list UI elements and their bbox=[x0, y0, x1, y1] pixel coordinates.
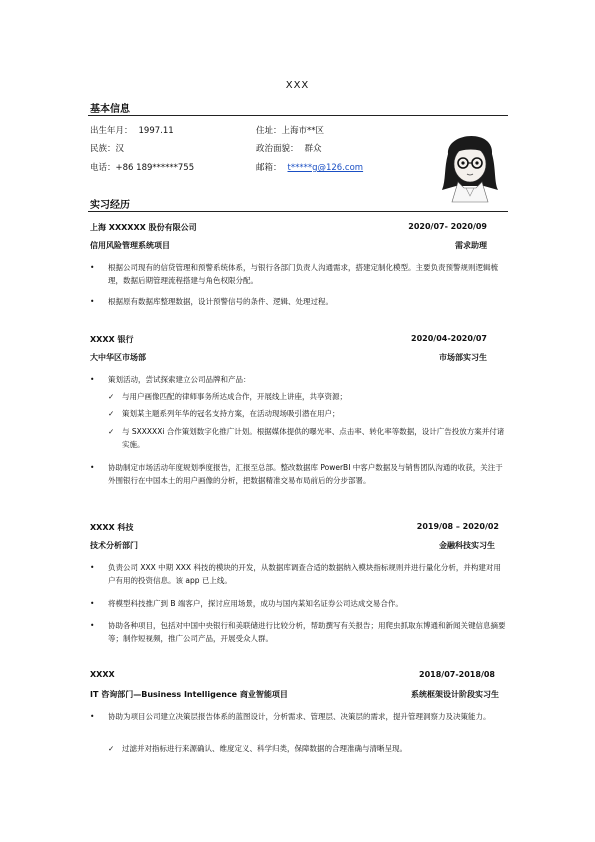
info-address-label: 住址： bbox=[256, 126, 282, 136]
bullet-dot-icon: • bbox=[90, 599, 95, 608]
job-3-project: 技术分析部门 bbox=[90, 541, 138, 550]
job-4-date: 2018/07-2018/08 bbox=[419, 670, 495, 679]
bullet-dot-icon: • bbox=[90, 375, 95, 384]
info-email-label: 邮箱： bbox=[256, 163, 282, 173]
job-2-project: 大中华区市场部 bbox=[90, 353, 146, 362]
job-2-date: 2020/04-2020/07 bbox=[411, 334, 487, 343]
info-political bbox=[256, 142, 322, 154]
job-2-intro: • 策划活动，尝试探索建立公司品牌和产品： bbox=[90, 374, 508, 387]
info-address bbox=[256, 124, 324, 136]
job-4-role: 系统框架设计阶段实习生 bbox=[411, 690, 499, 699]
job-1-role: 需求助理 bbox=[455, 241, 487, 250]
job-2-company: XXXX 银行 bbox=[90, 335, 134, 344]
section-title-experience: 实习经历 bbox=[90, 200, 130, 211]
checkmark-icon: ✓ bbox=[108, 392, 115, 401]
info-ethnicity-value: 汉 bbox=[115, 144, 125, 154]
section-title-basic: 基本信息 bbox=[90, 104, 130, 115]
job-3-bullet: • 协助各种项目，包括对中国中央银行和美联储进行比较分析，帮助撰写有关报告；用爬虫抓取东博通和新闻关键信息摘要等；制作短视频，推广公司产品，开展受众人群。 bbox=[90, 621, 506, 643]
info-ethnicity-label: 民族： bbox=[90, 144, 116, 154]
info-birth-label: 出生年月： bbox=[90, 126, 133, 136]
bullet-dot-icon: • bbox=[90, 563, 95, 572]
checkmark-icon: ✓ bbox=[108, 427, 115, 436]
avatar-illustration bbox=[436, 124, 504, 204]
job-1-project: 信用风险管理系统项目 bbox=[90, 241, 170, 250]
job-2-bullet: • 协助制定市场活动年度规划季度报告，汇报至总部。整改数据库 PowerBI 中客户数据及与销售团队沟通的收获，关注于外围银行在中国本土的用户画像的分析，把数据精准交易布局前后的分步部署。 bbox=[90, 463, 503, 485]
bullet-dot-icon: • bbox=[90, 263, 95, 272]
checkmark-icon: ✓ bbox=[108, 744, 115, 753]
job-3-bullet: • 负责公司 XXX 中期 XXX 科技的模块的开发，从数据库调查合适的数据纳入模块指标规则并进行量化分析，并构建对用户有用的投资信息。该 app 已上线。 bbox=[90, 563, 501, 585]
job-1-company: 上海 XXXXXX 股份有限公司 bbox=[90, 223, 197, 232]
info-political-label: 政治面貌： bbox=[256, 144, 299, 154]
job-1-bullet: • 根据原有数据库整理数据，设计预警信号的条件、逻辑、处理过程。 bbox=[90, 296, 508, 309]
info-email bbox=[256, 161, 363, 173]
job-4-bullet: • 协助为项目公司建立决策层报告体系的蓝图设计，分析需求、管理层、决策层的需求，提升管理洞察力及决策能力。 bbox=[90, 711, 508, 724]
job-1-bullet: • 根据公司现有的信贷管理和预警系统体系，与银行各部门负责人沟通需求，搭建定制化模型。主要负责预警规则逻辑梳理，数据后期管理流程搭建与角色权限分配。 bbox=[90, 263, 498, 285]
info-phone-label: 电话： bbox=[90, 163, 116, 173]
info-phone-value: +86 189******755 bbox=[115, 163, 195, 173]
email-link[interactable]: t*****g@126.com bbox=[287, 163, 364, 173]
job-2-check-item: ✓ 与用户画像匹配的律师事务所达成合作，开展线上讲座，共享资源； bbox=[108, 391, 508, 404]
bullet-dot-icon: • bbox=[90, 621, 95, 630]
job-3-date: 2019/08 – 2020/02 bbox=[416, 522, 499, 531]
job-2-role: 市场部实习生 bbox=[439, 353, 487, 362]
info-ethnicity bbox=[90, 142, 124, 154]
bullet-dot-icon: • bbox=[90, 297, 95, 306]
candidate-name: XXX bbox=[285, 80, 310, 91]
job-4-check-item: ✓ 过滤并对指标进行来源确认、维度定义、科学归类，保障数据的合理准确与清晰呈现。 bbox=[108, 743, 508, 756]
info-birth-value: 1997.11 bbox=[138, 126, 174, 136]
job-3-bullet: • 将模型科技推广到 B 端客户，探讨应用场景，成功与国内某知名证券公司达成交易合作。 bbox=[90, 598, 508, 611]
job-2-check-item: ✓ 策划某主题系列年华的冠名支持方案，在活动现场吸引潜在用户； bbox=[108, 408, 508, 421]
info-political-value: 群众 bbox=[304, 144, 322, 154]
info-address-value: 上海市**区 bbox=[281, 126, 325, 136]
checkmark-icon: ✓ bbox=[108, 409, 115, 418]
bullet-dot-icon: • bbox=[90, 463, 95, 472]
bullet-dot-icon: • bbox=[90, 712, 95, 721]
job-1-date: 2020/07- 2020/09 bbox=[408, 222, 487, 231]
job-3-role: 金融科技实习生 bbox=[439, 541, 495, 550]
job-3-company: XXXX 科技 bbox=[90, 523, 134, 532]
job-4-company: XXXX bbox=[90, 670, 115, 679]
job-4-project: IT 咨询部门—Business Intelligence 商业智能项目 bbox=[90, 690, 288, 699]
section-rule-basic bbox=[88, 115, 508, 116]
info-phone bbox=[90, 161, 194, 173]
section-rule-experience bbox=[88, 211, 508, 212]
info-birth bbox=[90, 124, 174, 136]
job-2-check-item: ✓ 与 SXXXXXi 合作策划数字化推广计划。根据媒体提供的曝光率、点击率、转化率等数据，设计广告投放方案并付诸实施。 bbox=[108, 427, 505, 449]
